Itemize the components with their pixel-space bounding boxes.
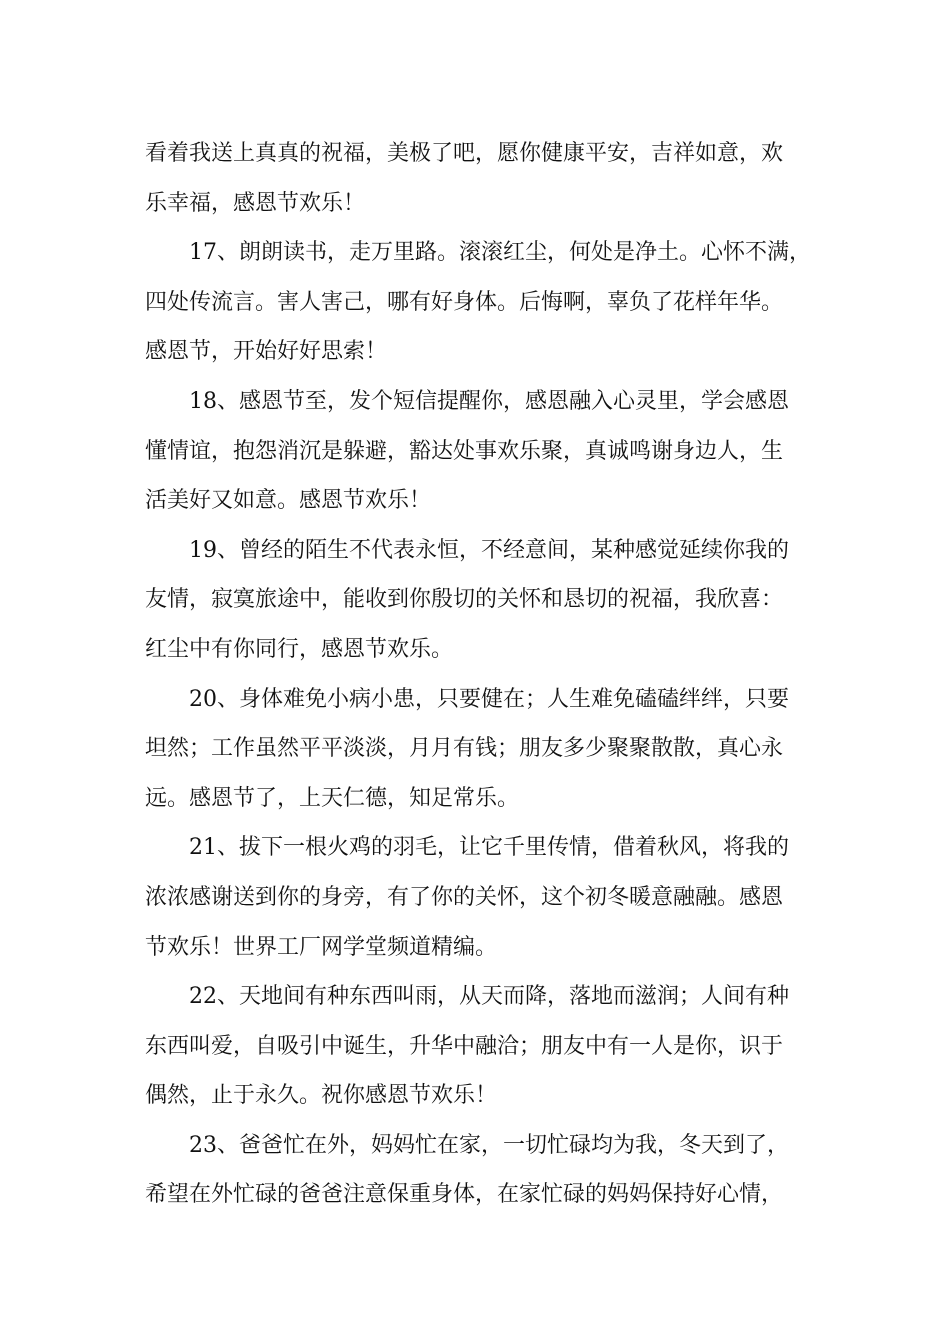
text-line: 18、感恩节至，发个短信提醒你，感恩融入心灵里，学会感恩 xyxy=(189,388,789,414)
text-line: 19、曾经的陌生不代表永恒，不经意间，某种感觉延续你我的 xyxy=(189,537,789,563)
text-line: 20、身体难免小病小患，只要健在；人生难免磕磕绊绊，只要 xyxy=(189,686,789,712)
document-body xyxy=(145,129,835,1220)
paragraph-21 xyxy=(145,823,835,972)
text-line: 坦然；工作虽然平平淡淡，月月有钱；朋友多少聚聚散散，真心永 xyxy=(145,736,784,762)
text-line: 懂情谊，抱怨消沉是躲避，豁达处事欢乐聚，真诚鸣谢身边人，生 xyxy=(145,438,784,464)
text-line: 四处传流言。害人害己，哪有好身体。后悔啊，辜负了花样年华。 xyxy=(145,289,784,315)
text-line: 活美好又如意。感恩节欢乐！ xyxy=(145,488,432,514)
text-line: 东西叫爱，自吸引中诞生，升华中融洽；朋友中有一人是你，识于 xyxy=(145,1033,784,1059)
paragraph-19 xyxy=(145,526,835,675)
text-line: 红尘中有你同行，感恩节欢乐。 xyxy=(145,636,454,662)
text-line: 23、爸爸忙在外，妈妈忙在家，一切忙碌均为我，冬天到了， xyxy=(189,1132,789,1158)
text-line: 22、天地间有种东西叫雨，从天而降，落地而滋润；人间有种 xyxy=(189,984,789,1010)
text-line: 乐幸福，感恩节欢乐！ xyxy=(145,190,366,216)
paragraph-20 xyxy=(145,675,835,824)
text-line: 友情，寂寞旅途中，能收到你殷切的关怀和恳切的祝福，我欣喜： xyxy=(145,587,784,613)
text-line: 远。感恩节了，上天仁德，知足常乐。 xyxy=(145,785,520,811)
paragraph-17 xyxy=(145,228,835,377)
text-line: 21、拔下一根火鸡的羽毛，让它千里传情，借着秋风，将我的 xyxy=(189,835,789,861)
text-line: 浓浓感谢送到你的身旁，有了你的关怀，这个初冬暖意融融。感恩 xyxy=(145,884,784,910)
text-line: 节欢乐！世界工厂网学堂频道精编。 xyxy=(145,934,498,960)
text-line: 17、朗朗读书，走万里路。滚滚红尘，何处是净土。心怀不满， xyxy=(189,240,811,266)
paragraph-18 xyxy=(145,377,835,526)
text-line: 希望在外忙碌的爸爸注意保重身体，在家忙碌的妈妈保持好心情， xyxy=(145,1182,784,1208)
paragraph-23 xyxy=(145,1121,835,1220)
text-line: 偶然，止于永久。祝你感恩节欢乐！ xyxy=(145,1083,498,1109)
text-line: 看着我送上真真的祝福，美极了吧，愿你健康平安，吉祥如意，欢 xyxy=(145,141,784,166)
paragraph-22 xyxy=(145,972,835,1121)
paragraph-intro xyxy=(145,129,835,228)
text-line: 感恩节，开始好好思索！ xyxy=(145,339,388,365)
